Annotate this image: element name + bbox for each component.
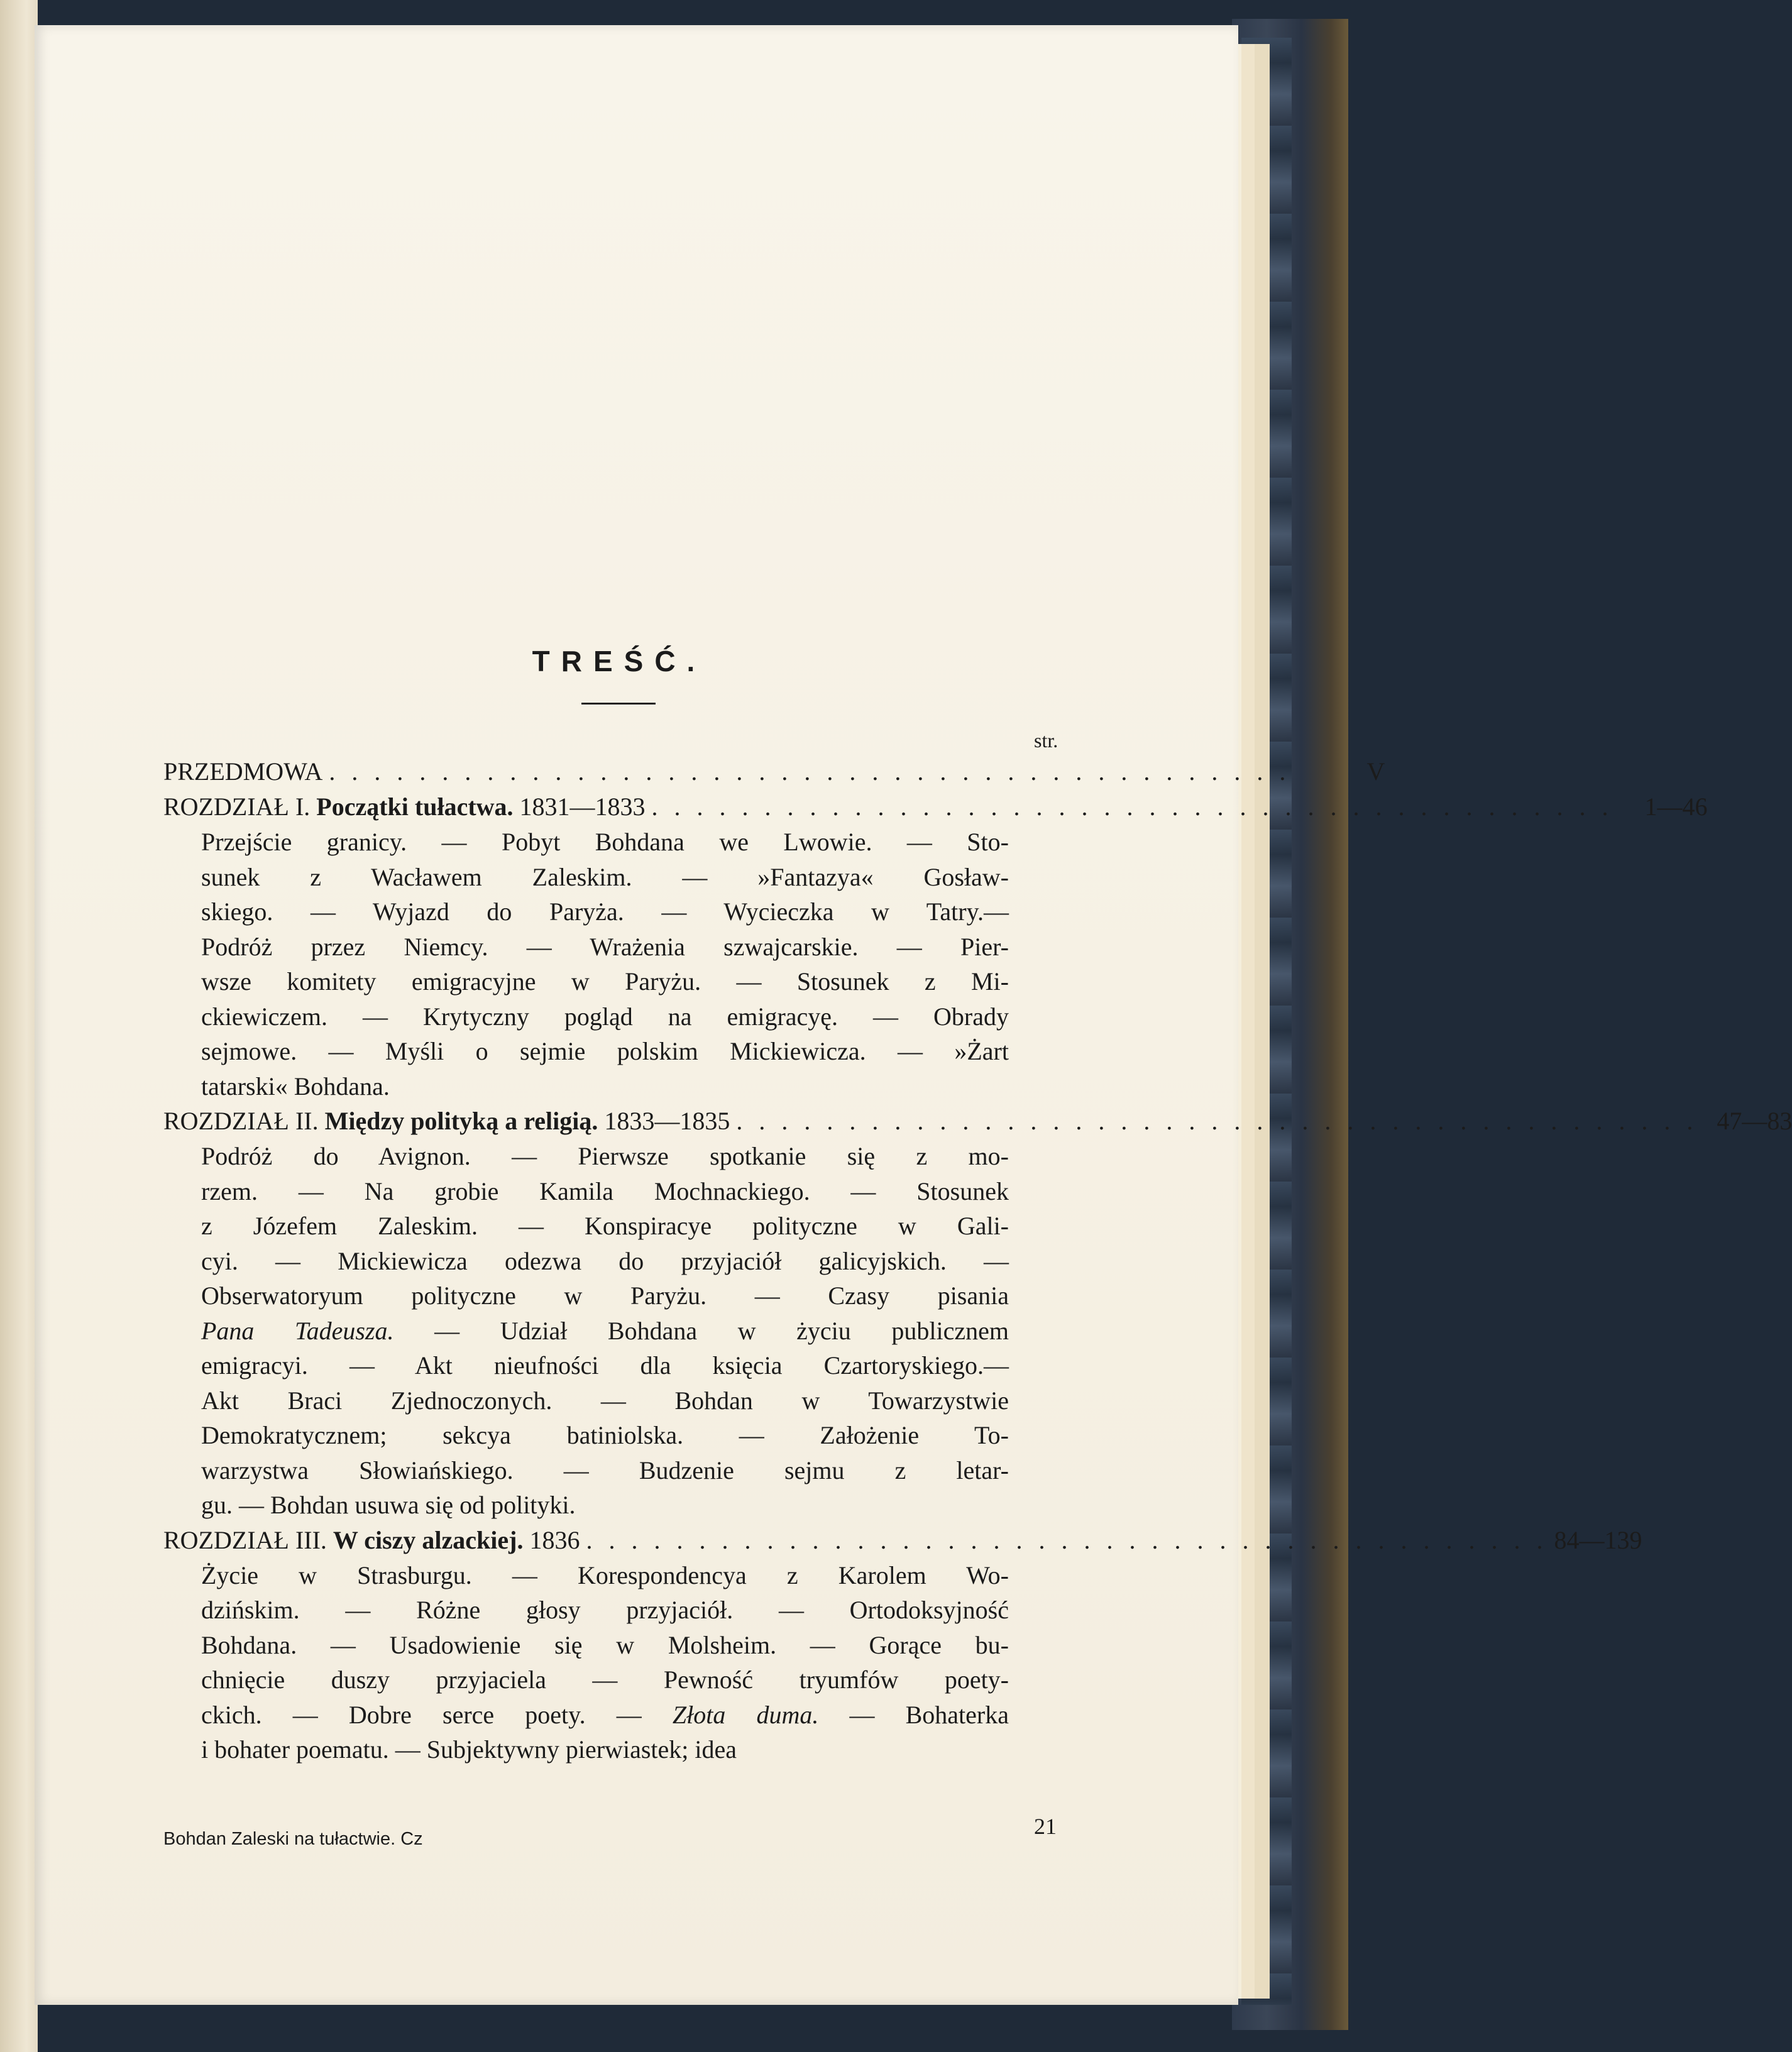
italic-work-title: Pana Tadeusza. [201,1316,394,1345]
summary-line: sunek z Wacławem Zaleskim. — »Fantazya« Gosław- [201,862,1009,891]
toc-entry-heading [163,754,1385,789]
summary-line: Akt Braci Zjednoczonych. — Bohdan w Towarzystwie [201,1386,1009,1415]
chapter-label: ROZDZIAŁ II. [163,1107,319,1135]
toc-entry-heading [163,1104,1792,1139]
chapter-summary [163,1139,1009,1523]
chapter-dates: 1831—1833 [519,793,646,821]
chapter-label: PRZEDMOWA [163,757,323,786]
chapter-title: Początki tułactwa. [316,793,514,821]
toc-entry-title [163,789,646,825]
page-column-label: str. [1034,729,1058,752]
title-rule [581,703,656,705]
page-range: V [1366,757,1385,786]
summary-line: tatarski« Bohdana. [201,1072,390,1100]
dot-leader: . . . . . . . . . . . . . . . . . . . . . . . . . . . . . . . . . . . . . . . . . . . [651,793,1613,821]
summary-line: i bohater poematu. — Subjektywny pierwiastek; idea [201,1735,737,1764]
summary-line: Pana Tadeusza. — Udział Bohdana w życiu publicznem [201,1316,1009,1345]
summary-line: Przejście granicy. — Pobyt Bohdana we Lwowie. — Sto- [201,828,1009,856]
book-page [35,25,1792,2005]
toc-entry-title [163,1523,580,1558]
summary-line: chnięcie duszy przyjaciela — Pewność tryumfów poety- [201,1665,1009,1694]
summary-line: Obserwatoryum polityczne w Paryżu. — Czasy pisania [201,1281,1009,1310]
summary-line: emigracyi. — Akt nieufności dla księcia Czartoryskiego.— [201,1351,1009,1380]
toc-entry-title [163,1104,730,1139]
summary-line: Życie w Strasburgu. — Korespondencya z Karolem Wo- [201,1561,1009,1589]
page-range: 47—83 [1717,1107,1792,1135]
chapter-dates: 1836 [529,1525,580,1554]
summary-line: dzińskim. — Różne głosy przyjaciół. — Ortodoksyjność [201,1596,1009,1624]
summary-line: skiego. — Wyjazd do Paryża. — Wycieczka w Tatry.— [201,897,1009,926]
table-of-contents [163,754,1792,1767]
chapter-label: ROZDZIAŁ III. [163,1525,327,1554]
summary-line: wsze komitety emigracyjne w Paryżu. — Stosunek z Mi- [201,967,1009,996]
toc-entry-heading [163,1523,1642,1558]
facing-page [0,0,38,2052]
chapter-title: Między polityką a religią. [324,1107,598,1135]
summary-line: Podróż przez Niemcy. — Wrażenia szwajcarskie. — Pier- [201,932,1009,961]
italic-work-title: Złota duma. [672,1700,819,1729]
page-range: 84—139 [1554,1525,1642,1554]
footer-sheet-number: 21 [1034,1814,1057,1839]
chapter-summary [163,1558,1009,1767]
chapter-summary [163,825,1009,1104]
dot-leader: . . . . . . . . . . . . . . . . . . . . . . . . . . . . . . . . . . . . . . . . . . . [586,1525,1548,1554]
dot-leader: . . . . . . . . . . . . . . . . . . . . . . . . . . . . . . . . . . . . . . . . . . . [736,1107,1698,1135]
toc-entry [163,789,1708,1104]
chapter-label: ROZDZIAŁ I. [163,793,311,821]
footer-signature: Bohdan Zaleski na tułactwie. Cz [163,1829,423,1849]
summary-line: gu. — Bohdan usuwa się od polityki. [201,1491,576,1519]
summary-line: ckich. — Dobre serce poety. — Złota duma. — Bohaterka [201,1700,1009,1729]
chapter-title: W ciszy alzackiej. [333,1525,524,1554]
toc-entry [163,1104,1792,1523]
summary-line: Podróż do Avignon. — Pierwsze spotkanie się z mo- [201,1142,1009,1170]
toc-entry [163,1523,1642,1767]
page-title: TREŚĆ. [532,645,706,678]
toc-entry-title [163,754,322,789]
summary-line: z Józefem Zaleskim. — Konspiracye polityczne w Gali- [201,1212,1009,1240]
chapter-dates: 1833—1835 [604,1107,730,1135]
dot-leader: . . . . . . . . . . . . . . . . . . . . . . . . . . . . . . . . . . . . . . . . . . . [329,757,1291,786]
summary-line: Bohdana. — Usadowienie się w Molsheim. — Gorące bu- [201,1630,1009,1659]
summary-line: warzystwa Słowiańskiego. — Budzenie sejmu z letar- [201,1456,1009,1484]
toc-entry [163,754,1385,789]
summary-line: rzem. — Na grobie Kamila Mochnackiego. — Stosunek [201,1177,1009,1205]
page-range: 1—46 [1644,793,1708,821]
summary-line: ckiewiczem. — Krytyczny pogląd na emigracyę. — Obrady [201,1002,1009,1031]
toc-entry-heading [163,789,1708,825]
summary-line: cyi. — Mickiewicza odezwa do przyjaciół galicyjskich. — [201,1246,1009,1275]
summary-line: Demokratycznem; sekcya batiniolska. — Założenie To- [201,1421,1009,1449]
summary-line: sejmowe. — Myśli o sejmie polskim Mickiewicza. — »Żart [201,1037,1009,1065]
